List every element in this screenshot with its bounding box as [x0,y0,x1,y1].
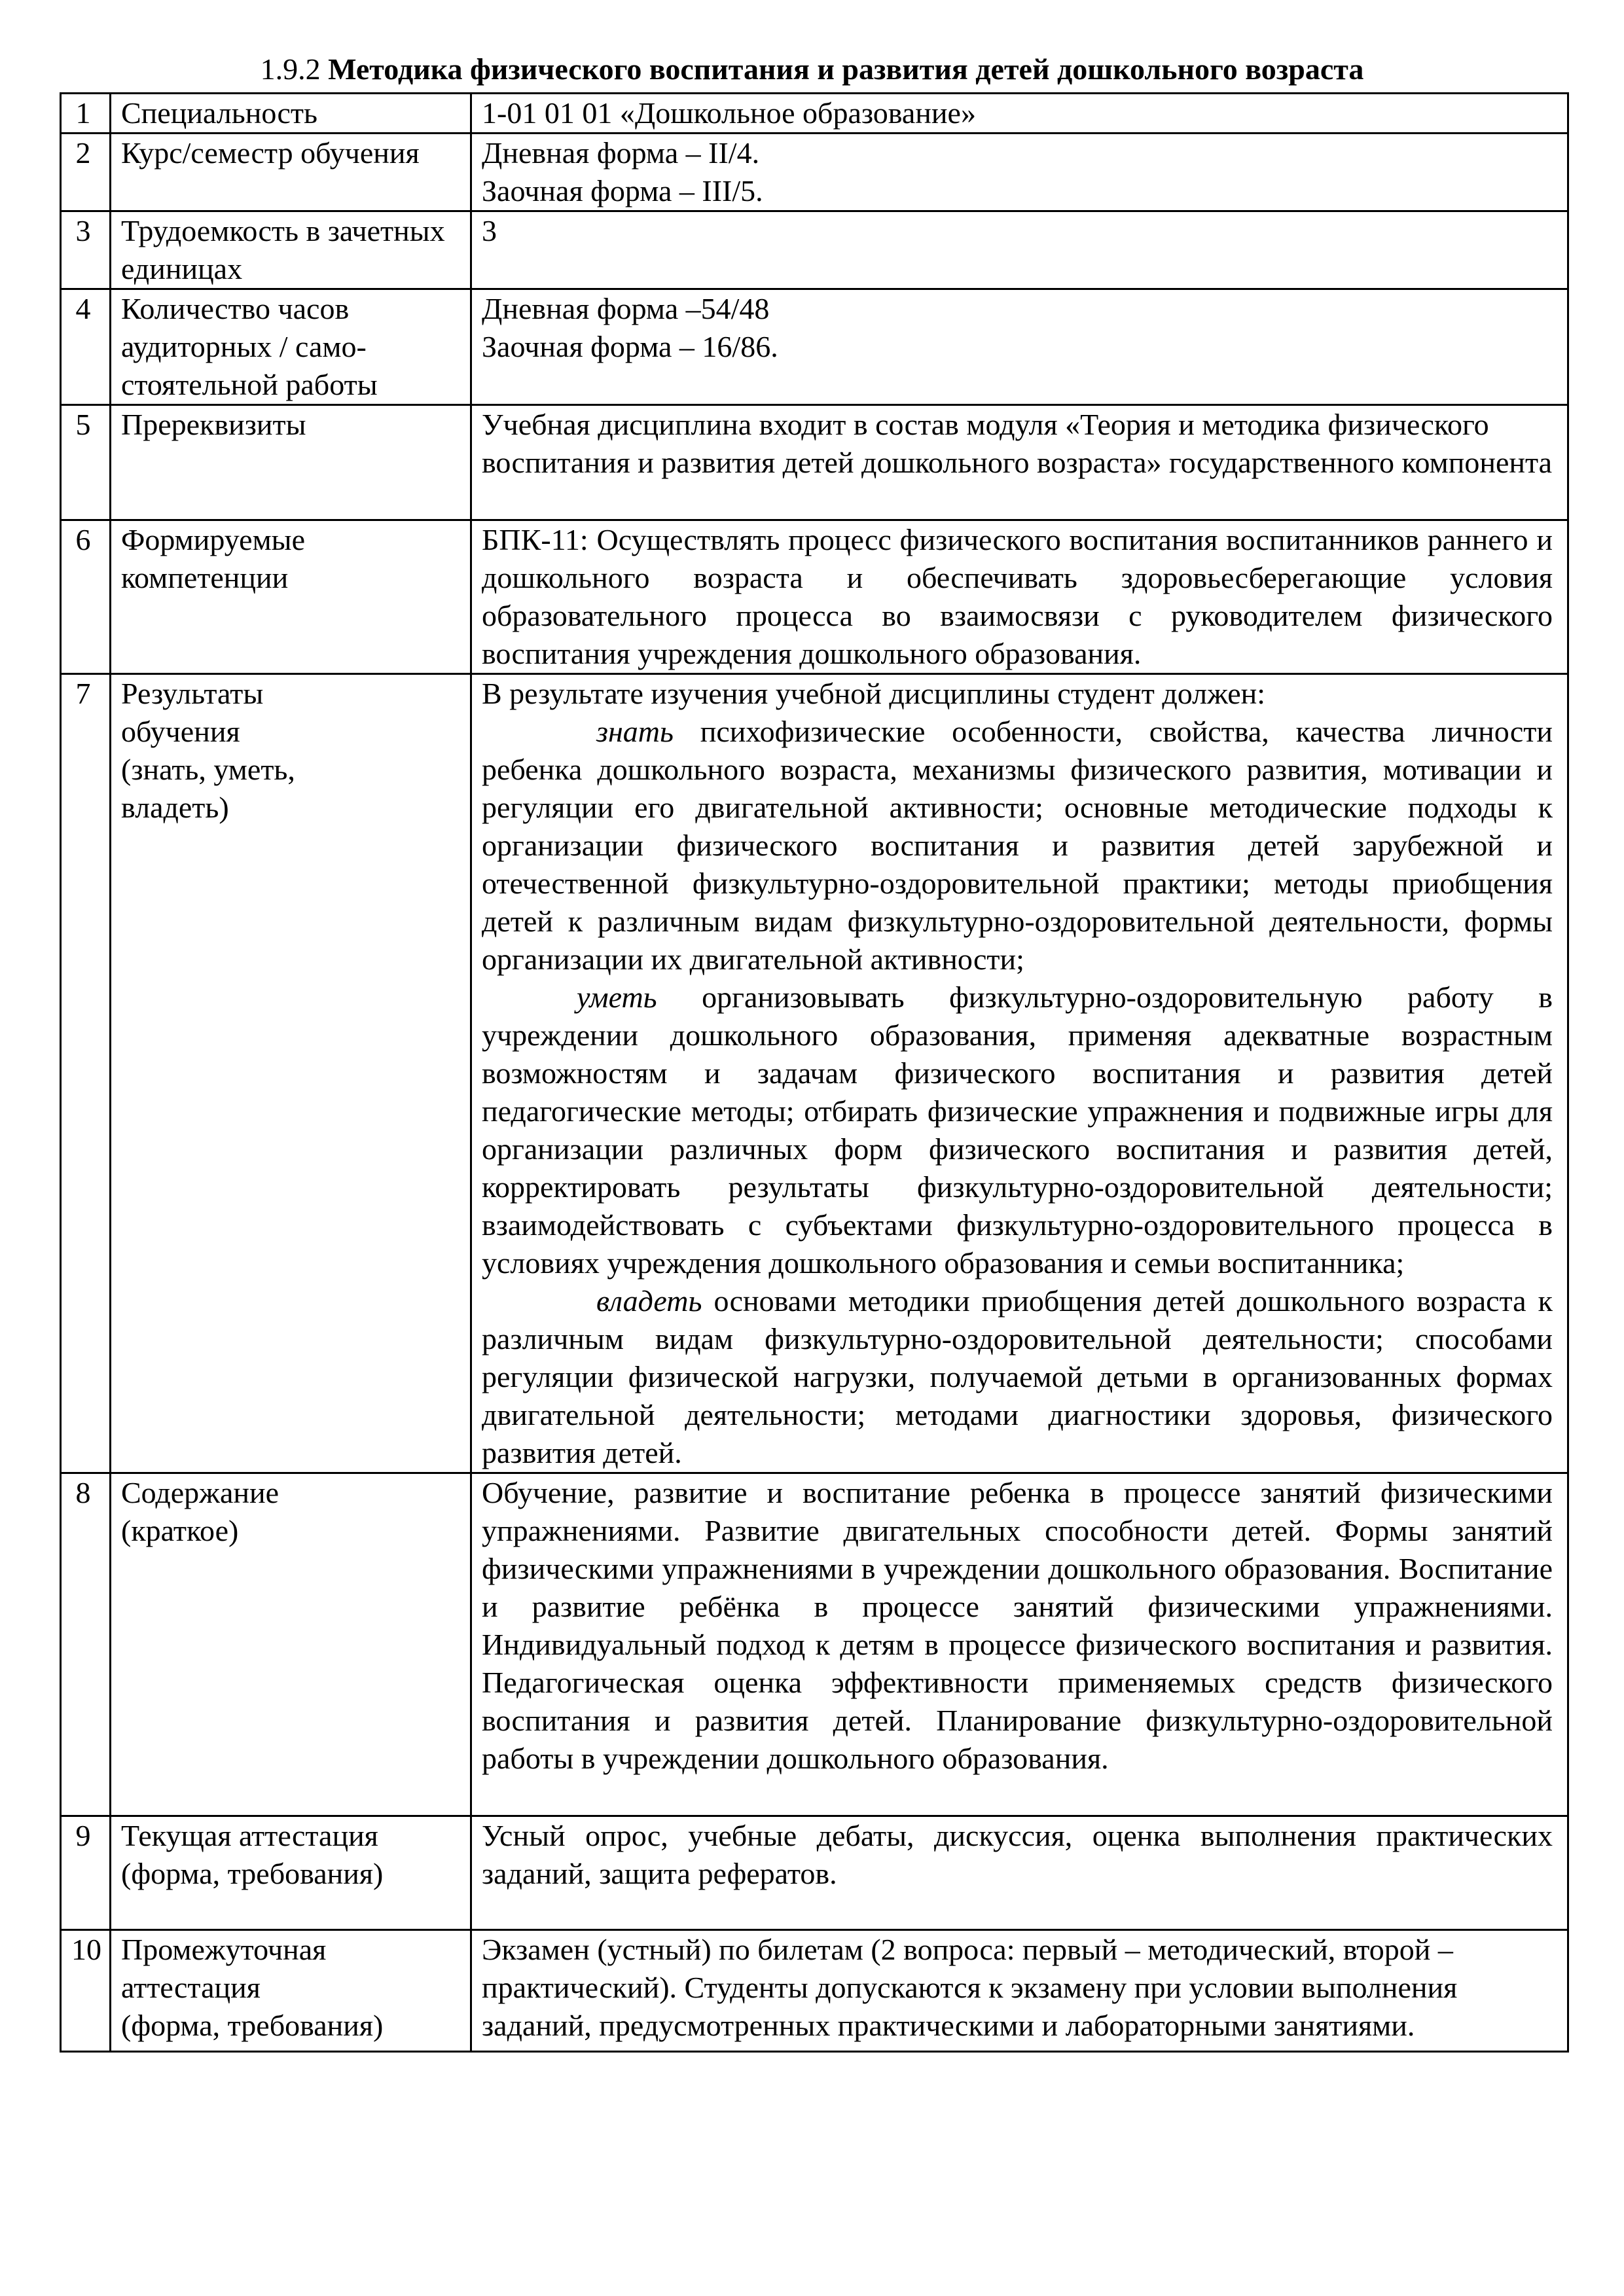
row-number: 8 [61,1473,111,1816]
row-label: Курс/семестр обучения [111,134,471,211]
label-line: (краткое) [121,1514,239,1547]
discipline-table [60,92,1569,2053]
label-line: аттестация [121,1971,261,2004]
value-line: Заочная форма – III/5. [482,174,763,207]
own-text: основами методики приобщения детей дошкольного возраста к различным видам физкультурно-оздоровительной деятельности; способами регуляции физической нагрузки, получаемой детьми в организованных формах двигательной деятельности; методами диагностики здоровья, физического развития детей. [482,1284,1553,1469]
label-line: Результаты [121,677,264,710]
row-number: 10 [61,1930,111,2052]
row-label [111,1930,471,2052]
row-value [471,1816,1568,1930]
table-row [61,405,1568,520]
can-text: организовывать физкультурно-оздоровительную работу в учреждении дошкольного образования, применяя адекватные возрастным возможностям и задачам физического воспитания и развития детей педагогические методы; отбирать физические упражнения и подвижные игры для организации различных форм физического воспитания и развития детей, корректировать результаты физкультурно-оздоровительной деятельности; взаимодействовать с субъектами физкультурно-оздоровительного процесса в условиях учреждения дошкольного образования и семьи воспитанника; [482,980,1553,1280]
value-line: 3 [482,214,497,247]
know-paragraph [482,713,1553,978]
row-label: Формируемые компетенции [111,520,471,674]
section-number: 1.9.2 [260,52,321,86]
can-term: уметь [577,980,657,1014]
table-row [61,134,1568,211]
row-label: Пререквизиты [111,405,471,520]
table-row [61,94,1568,134]
learning-intro: В результате изучения учебной дисциплины студент должен: [482,677,1266,710]
row-number: 1 [61,94,111,134]
value-line: Обучение, развитие и воспитание ребенка в процессе занятий физическими упражнениями. Развитие двигательных способности детей. Формы занятий физическими упражнениями в учреждении дошкольного образования. Воспитание и развитие ребёнка в процессе занятий физическими упражнениями. Индивидуальный подход к детям в процессе физического воспитания и развития. Педагогическая оценка эффективности применяемых средств физического воспитания и развития детей. Планирование физкультурно-оздоровительной работы в учреждении дошкольного образования. [482,1476,1553,1775]
label-line: Текущая аттестация [121,1819,378,1852]
value-line: Заочная форма – 16/86. [482,330,778,363]
row-number: 6 [61,520,111,674]
row-label: Трудоемкость в зачетных единицах [111,211,471,289]
row-number: 2 [61,134,111,211]
table-row [61,1930,1568,2052]
label-line: владеть) [121,791,229,824]
value-line: Дневная форма – II/4. [482,136,760,170]
table-row [61,1473,1568,1816]
value-line: 1-01 01 01 «Дошкольное образование» [482,96,976,130]
row-label [111,1816,471,1930]
label-line: (знать, уметь, [121,753,295,786]
row-value [471,674,1568,1473]
row-number: 3 [61,211,111,289]
label-line: (форма, требования) [121,1857,384,1890]
table-row [61,1816,1568,1930]
own-paragraph [482,1282,1553,1472]
table-row [61,674,1568,1473]
can-paragraph [482,978,1553,1282]
know-text: психофизические особенности, свойства, качества личности ребенка дошкольного возраста, механизмы физического развития, мотивации и регуляции его двигательной активности; основные методические подходы к организации физического воспитания и развития детей зарубежной и отечественной физкультурно-оздоровительной практики; методы приобщения детей к различным видам физкультурно-оздоровительной деятельности, формы организации их двигательной активности; [482,715,1553,976]
own-term: владеть [596,1284,702,1318]
value-line: БПК-11: Осуществлять процесс физического воспитания воспитанников раннего и дошкольного возраста и обеспечивать здоровьесберегающие условия образовательного процесса во взаимосвязи с руководителем физического воспитания учреждения дошкольного образования. [482,523,1553,670]
table-row [61,289,1568,405]
row-label [111,1473,471,1816]
label-line: обучения [121,715,240,748]
value-line: Дневная форма –54/48 [482,292,770,325]
row-value [471,94,1568,134]
label-line: Содержание [121,1476,280,1509]
value-line: Экзамен (устный) по билетам (2 вопроса: первый – методический, второй – практический). Студенты допускаются к экзамену при условии выполнения заданий, предусмотренных практическими и лабораторными занятиями. [482,1933,1458,2042]
know-term: знать [596,715,674,748]
label-line: (форма, требования) [121,2009,384,2042]
row-number: 9 [61,1816,111,1930]
row-number: 5 [61,405,111,520]
row-value [471,211,1568,289]
row-value [471,1473,1568,1816]
page-title [0,51,1624,88]
row-value [471,520,1568,674]
row-value [471,405,1568,520]
row-label: Специальность [111,94,471,134]
row-label: Количество часов аудиторных / само-стоятельной работы [111,289,471,405]
table-row [61,520,1568,674]
row-value [471,134,1568,211]
row-value [471,289,1568,405]
row-number: 4 [61,289,111,405]
row-value [471,1930,1568,2052]
section-title: Методика физического воспитания и развития детей дошкольного возраста [328,52,1364,86]
label-line: Промежуточная [121,1933,327,1966]
value-line: Учебная дисциплина входит в состав модуля «Теория и методика физического воспитания и развития детей дошкольного возраста» государственного компонента [482,408,1553,479]
row-label [111,674,471,1473]
row-number: 7 [61,674,111,1473]
value-line: Усный опрос, учебные дебаты, дискуссия, оценка выполнения практических заданий, защита рефератов. [482,1819,1553,1890]
table-row [61,211,1568,289]
